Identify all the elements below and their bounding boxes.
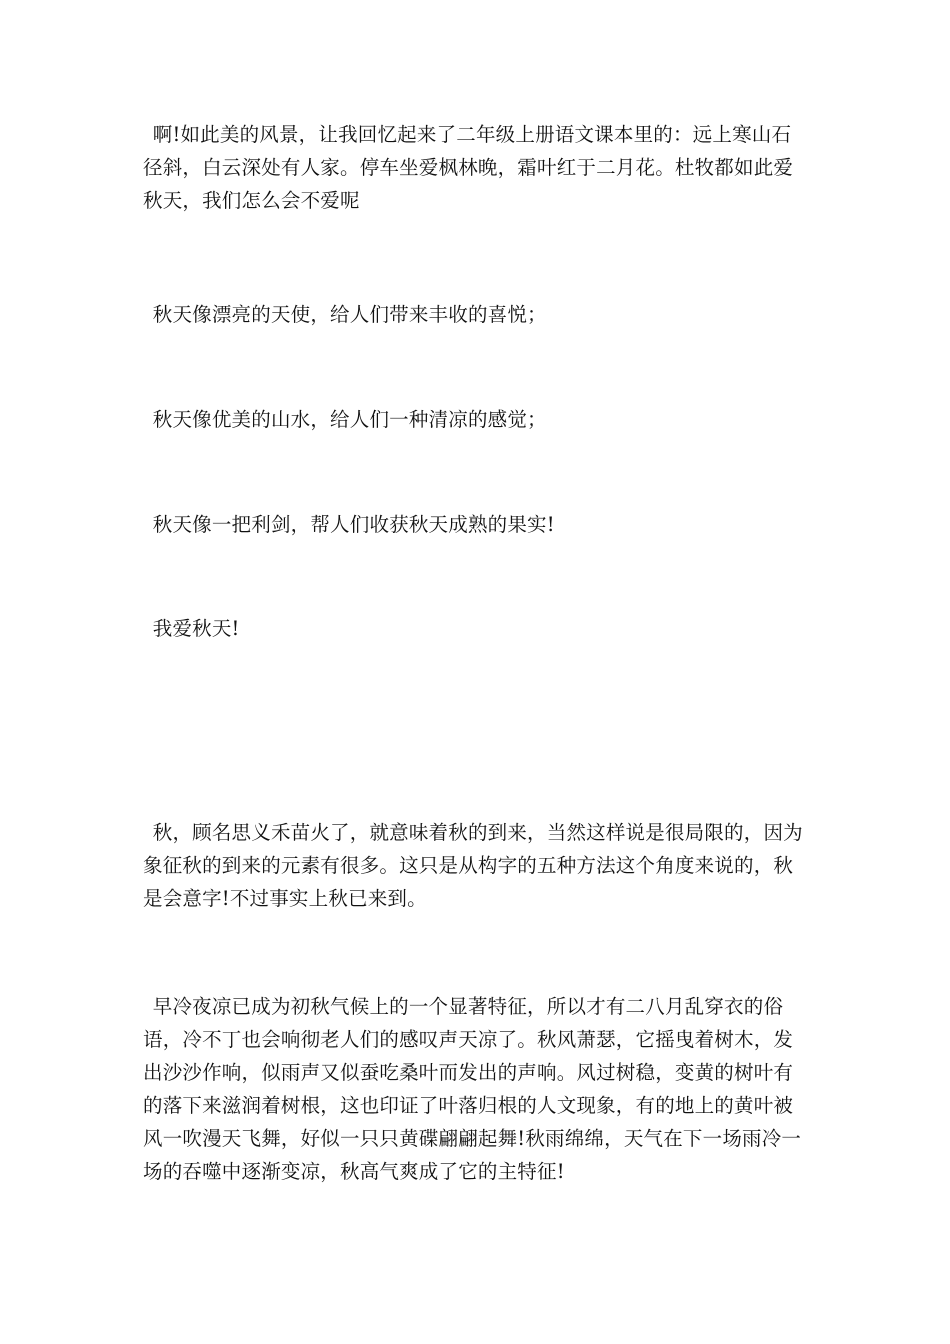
paragraph: 早冷夜凉已成为初秋气候上的一个显著特征，所以才有二八月乱穿衣的俗语，冷不丁也会响彻老人们的感叹声天凉了。秋风萧瑟，它摇曳着树木，发出沙沙作响，似雨声又似蚕吃桑叶而发出的声响。风过树稳，变黄的树叶有的落下来滋润着树根，这也印证了叶落归根的人文现象，有的地上的黄叶被风一吹漫天飞舞，好似一只只黄碟翩翩起舞!秋雨绵绵，天气在下一场雨冷一场的吞噬中逐渐变凉，秋高气爽成了它的主特征! [143,995,802,1183]
paragraph: 秋天像漂亮的天使，给人们带来丰收的喜悦； [152,303,547,326]
paragraph: 秋，顾名思义禾苗火了，就意味着秋的到来，当然这样说是很局限的，因为象征秋的到来的元素有很多。这只是从构字的五种方法这个角度来说的，秋是会意字!不过事实上秋已来到。 [143,821,803,910]
paragraph: 啊!如此美的风景，让我回忆起来了二年级上册语文课本里的：远上寒山石径斜，白云深处有人家。停车坐爱枫林晚，霜叶红于二月花。杜牧都如此爱秋天，我们怎么会不爱呢 [143,123,794,212]
paragraph: 秋天像一把利剑，帮人们收获秋天成熟的果实! [152,513,555,536]
paragraph: 秋天像优美的山水，给人们一种清凉的感觉； [152,408,547,431]
paragraph: 我爱秋天! [152,617,240,640]
